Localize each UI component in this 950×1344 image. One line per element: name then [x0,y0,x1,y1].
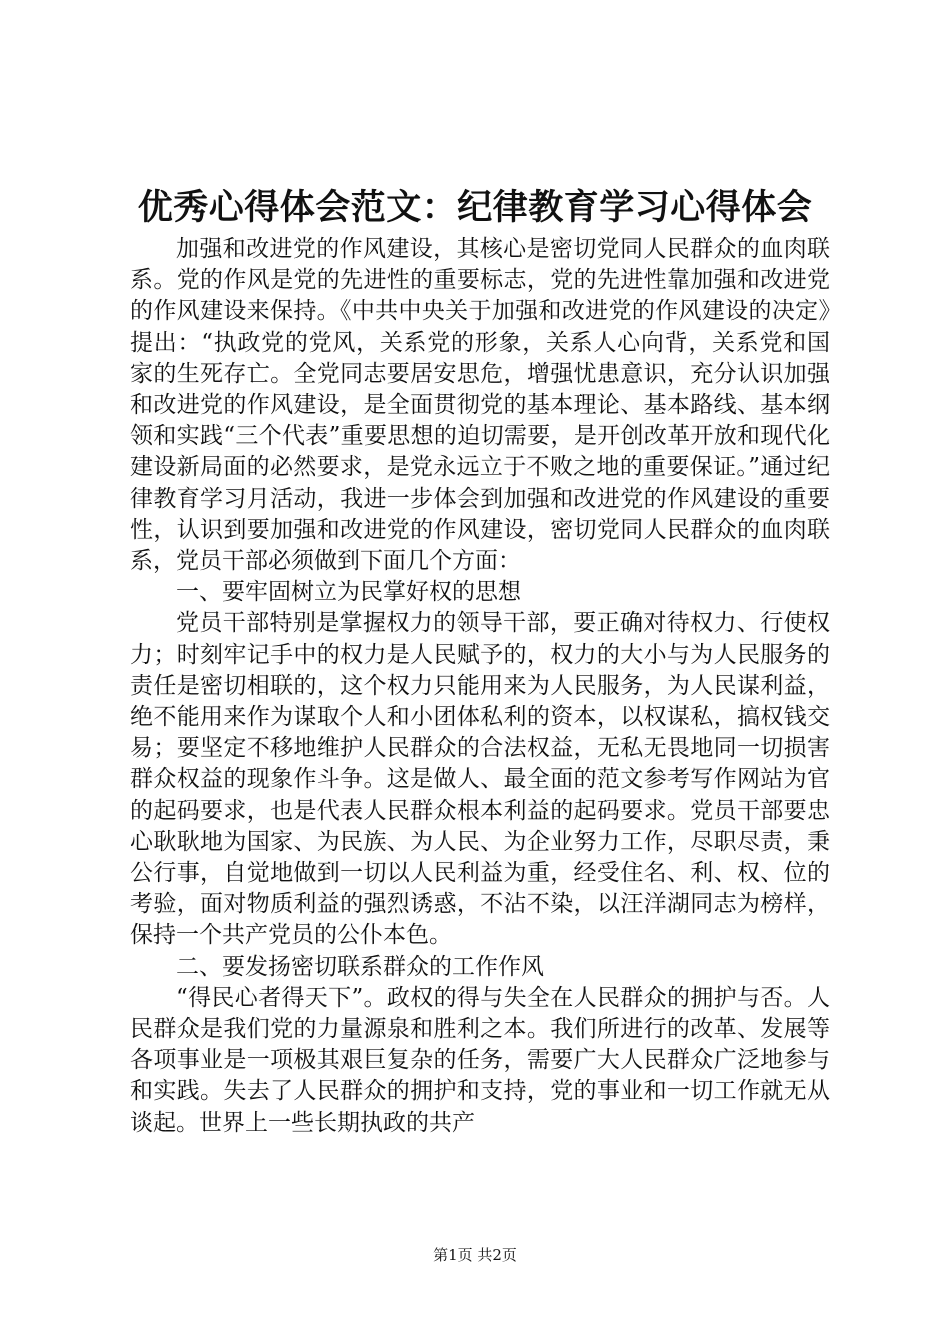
paragraph-section-2: “得民心者得天下”。政权的得与失全在人民群众的拥护与否。人民群众是我们党的力量源泉和胜利之本。我们所进行的改革、发展等各项事业是一项极其艰巨复杂的任务，需要广大人民群众广泛地参与和实践。失去了人民群众的拥护和支持，党的事业和一切工作就无从谈起。世界上一些长期执政的共产 [130,984,830,1136]
paragraph-intro: 加强和改进党的作风建设，其核心是密切党同人民群众的血肉联系。党的作风是党的先进性的重要标志，党的先进性靠加强和改进党的作风建设来保持。《中共中央关于加强和改进党的作风建设的决定》提出：“执政党的党风，关系党的形象，关系人心向背，关系党和国家的生死存亡。全党同志要居安思危，增强忧患意识，充分认识加强和改进党的作风建设，是全面贯彻党的基本理论、基本路线、基本纲领和实践“三个代表”重要思想的迫切需要，是开创改革开放和现代化建设新局面的必然要求，是党永远立于不败之地的重要保证。”通过纪律教育学习月活动，我进一步体会到加强和改进党的作风建设的重要性，认识到要加强和改进党的作风建设，密切党同人民群众的血肉联系，党员干部必须做到下面几个方面： [130,236,830,575]
section-heading-2: 二、要发扬密切联系群众的工作作风 [176,953,544,980]
document-title: 优秀心得体会范文：纪律教育学习心得体会 [137,187,813,228]
section-heading-1: 一、要牢固树立为民掌好权的思想 [176,579,521,606]
document-body [130,234,830,1139]
paragraph-section-1: 党员干部特别是掌握权力的领导干部，要正确对待权力、行使权力；时刻牢记手中的权力是人民赋予的，权力的大小与为人民服务的责任是密切相联的，这个权力只能用来为人民服务，为人民谋利益，绝不能用来作为谋取个人和小团体私利的资本，以权谋私，搞权钱交易；要坚定不移地维护人民群众的合法权益，无私无畏地同一切损害群众权益的现象作斗争。这是做人、最全面的范文参考写作网站为官的起码要求，也是代表人民群众根本利益的起码要求。党员干部要忠心耿耿地为国家、为民族、为人民、为企业努力工作，尽职尽责，秉公行事，自觉地做到一切以人民利益为重，经受住名、利、权、位的考验，面对物质利益的强烈诱惑，不沾不染，以汪洋湖同志为榜样，保持一个共产党员的公仆本色。 [130,610,830,949]
page-footer: 第1页 共2页 [433,1246,517,1264]
